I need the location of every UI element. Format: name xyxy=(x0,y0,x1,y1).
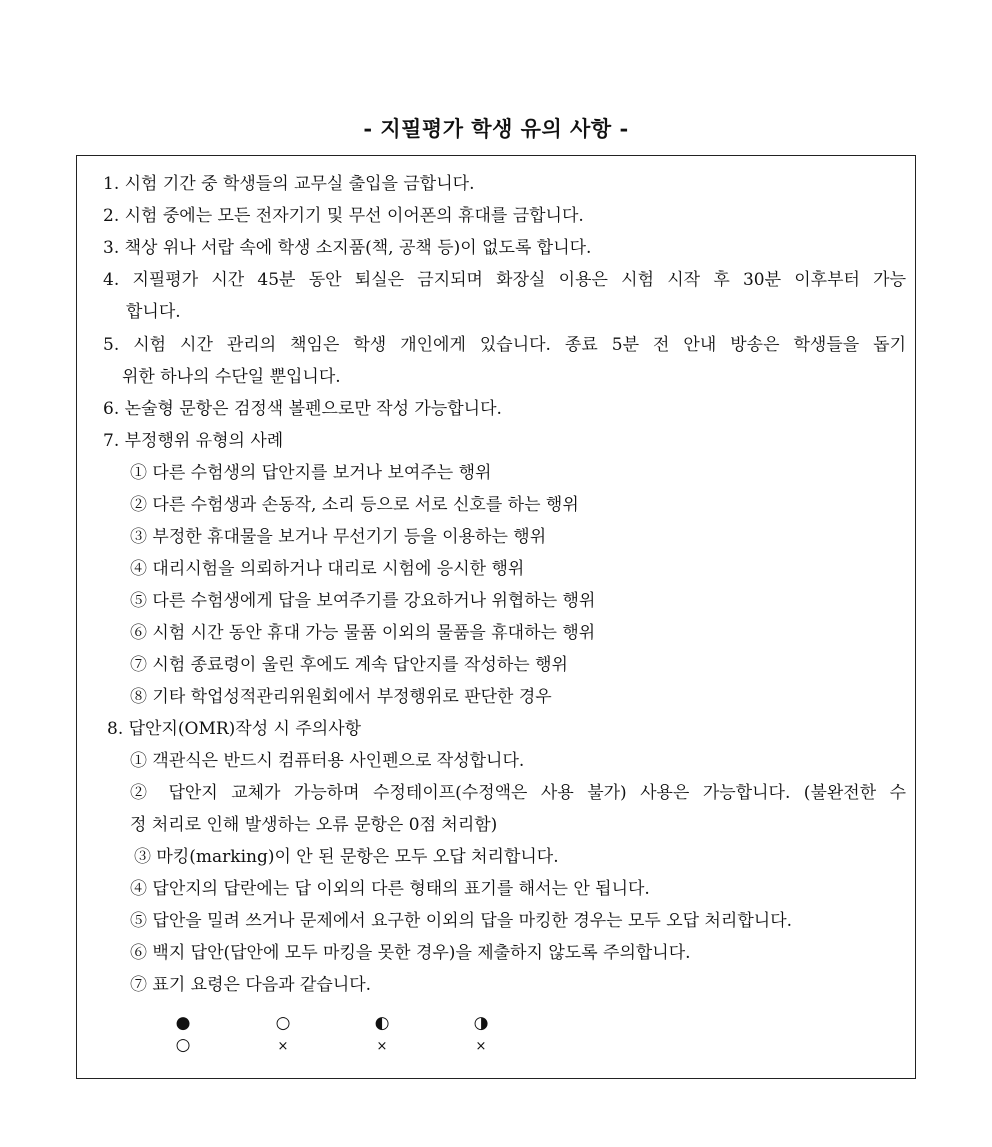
marking-example-1-symbol: ● xyxy=(175,1013,191,1033)
rule-3: 3. 책상 위나 서랍 속에 학생 소지품(책, 공책 등)이 없도록 합니다. xyxy=(103,238,592,258)
page-title: - 지필평가 학생 유의 사항 - xyxy=(363,116,629,141)
rule-8-item-2-line-2: 정 처리로 인해 발생하는 오류 문항은 0점 처리함) xyxy=(130,815,498,835)
rule-7-item-6: ⑥ 시험 시간 동안 휴대 가능 물품 이외의 물품을 휴대하는 행위 xyxy=(130,623,596,643)
rule-7-heading: 7. 부정행위 유형의 사례 xyxy=(103,431,284,451)
rule-8-item-4: ④ 답안지의 답란에는 답 이외의 다른 형태의 표기를 해서는 안 됩니다. xyxy=(130,879,650,899)
rule-8-item-5: ⑤ 답안을 밀려 쓰거나 문제에서 요구한 이외의 답을 마킹한 경우는 모두 오답 처리합니다. xyxy=(130,911,793,931)
rule-6: 6. 논술형 문항은 검정색 볼펜으로만 작성 가능합니다. xyxy=(103,399,502,419)
marking-example-1-result: ○ xyxy=(175,1035,191,1055)
rule-8-item-1: ① 객관식은 반드시 컴퓨터용 사인펜으로 작성합니다. xyxy=(130,751,525,771)
rule-8-item-3: ③ 마킹(marking)이 안 된 문항은 모두 오답 처리합니다. xyxy=(134,847,559,867)
rule-8-item-7: ⑦ 표기 요령은 다음과 같습니다. xyxy=(130,975,372,995)
rule-4-line-2: 합니다. xyxy=(126,302,181,322)
rule-8-item-6: ⑥ 백지 답안(답안에 모두 마킹을 못한 경우)을 제출하지 않도록 주의합니다. xyxy=(130,943,691,963)
rule-5-line-1: 5. 시험 시간 관리의 책임은 학생 개인에게 있습니다. 종료 5분 전 안내 방송은 학생들을 돕기 xyxy=(103,335,906,355)
rule-7-item-8: ⑧ 기타 학업성적관리위원회에서 부정행위로 판단한 경우 xyxy=(130,687,552,707)
rule-2: 2. 시험 중에는 모든 전자기기 및 무선 이어폰의 휴대를 금합니다. xyxy=(103,206,584,226)
marking-example-4-result: × xyxy=(475,1039,487,1054)
rule-7-item-3: ③ 부정한 휴대물을 보거나 무선기기 등을 이용하는 행위 xyxy=(130,527,547,547)
rule-8-item-2-line-1: ② 답안지 교체가 가능하며 수정테이프(수정액은 사용 불가) 사용은 가능합니다. (불완전한 수 xyxy=(130,783,906,803)
rule-5-line-2: 위한 하나의 수단일 뿐입니다. xyxy=(122,367,341,387)
rule-7-item-4: ④ 대리시험을 의뢰하거나 대리로 시험에 응시한 행위 xyxy=(130,559,525,579)
rule-7-item-1: ① 다른 수험생의 답안지를 보거나 보여주는 행위 xyxy=(130,463,492,483)
rule-7-item-7: ⑦ 시험 종료령이 울린 후에도 계속 답안지를 작성하는 행위 xyxy=(130,655,568,675)
marking-example-2-symbol: ○ xyxy=(275,1013,291,1033)
rule-4-line-1: 4. 지필평가 시간 45분 동안 퇴실은 금지되며 화장실 이용은 시험 시작 후 30분 이후부터 가능 xyxy=(103,270,906,290)
rule-1: 1. 시험 기간 중 학생들의 교무실 출입을 금합니다. xyxy=(103,174,475,194)
marking-example-3-result: × xyxy=(376,1039,388,1054)
marking-example-3-symbol: ◐ xyxy=(374,1013,390,1033)
marking-example-2-result: × xyxy=(277,1039,289,1054)
marking-example-4-symbol: ◑ xyxy=(473,1013,489,1033)
rule-7-item-5: ⑤ 다른 수험생에게 답을 보여주기를 강요하거나 위협하는 행위 xyxy=(130,591,596,611)
rule-8-heading: 8. 답안지(OMR)작성 시 주의사항 xyxy=(107,719,362,739)
rule-7-item-2: ② 다른 수험생과 손동작, 소리 등으로 서로 신호를 하는 행위 xyxy=(130,495,579,515)
